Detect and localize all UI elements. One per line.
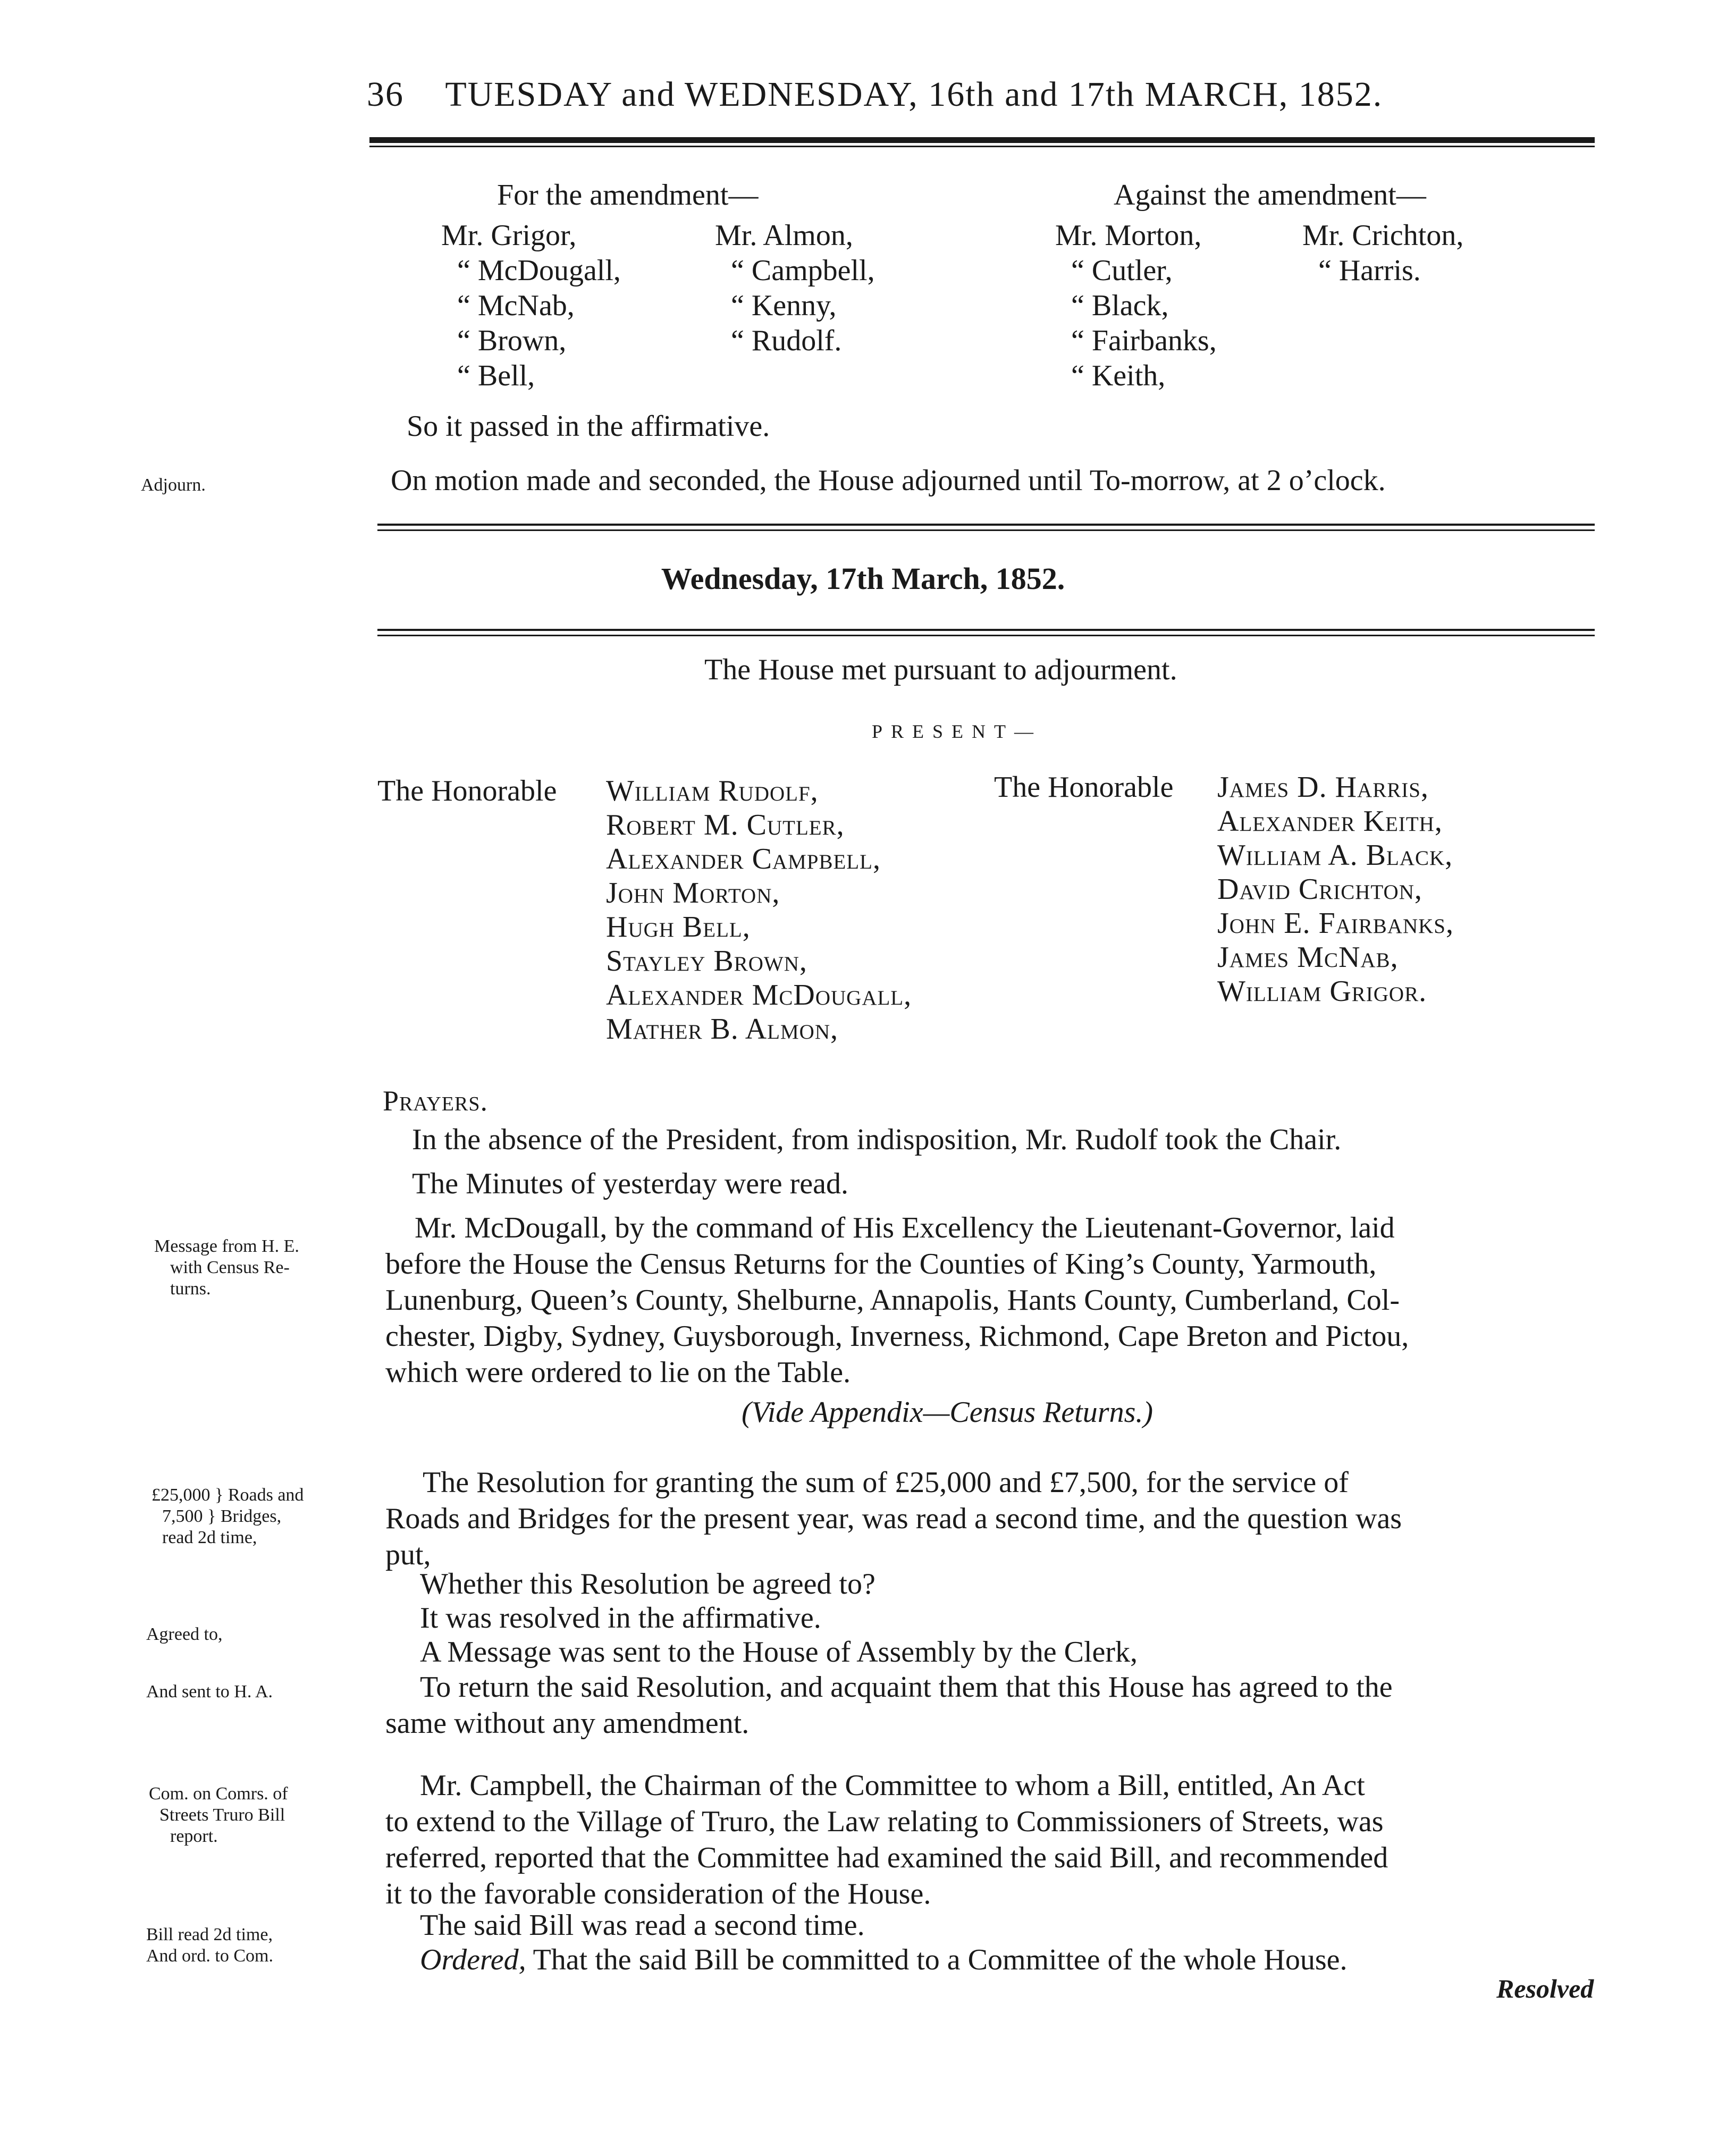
section-rule [377,524,1595,526]
member-name: James McNab, [1217,941,1399,974]
ordered-word: Ordered, [420,1943,526,1976]
margin-note-sent: And sent to H. A. [146,1682,273,1702]
member-name: William A. Black, [1217,839,1453,872]
member-name: William Grigor. [1217,975,1427,1008]
question-text: Whether this Resolution be agreed to? [420,1568,875,1601]
day-heading: Wednesday, 17th March, 1852. [661,561,1065,596]
member-name: Hugh Bell, [606,911,751,944]
member-name: William Rudolf, [606,774,819,807]
for-column-2 [715,218,875,358]
ordered-rest: That the said Bill be committed to a Committee of the whole House. [526,1943,1348,1976]
vote-name: “ Bell, [457,359,535,392]
margin-note-truro: Com. on Comrs. of Streets Truro Bill report. [149,1784,288,1846]
census-paragraph: Mr. McDougall, by the command of His Excellency the Lieutenant-Governor, laid before the House the Census Returns for the Counties of King’s County, Yarmouth, Lunenburg, Queen’s County, Shelburne, Annapolis, Hants County, Cumberland, Col- chester, Digby, Sydney, Guysborough, Inverness, Richmond, Cape Breton and Pictou, which were ordered to lie on the Table. [385,1211,1409,1389]
prayers-heading: Prayers. [383,1085,488,1117]
vote-name: Mr. Crichton, [1302,219,1464,252]
vote-name: “ Cutler, [1071,254,1173,287]
member-name: Alexander Keith, [1217,805,1443,838]
vote-name: “ McNab, [457,289,575,322]
vote-name: Mr. Grigor, [441,219,577,252]
margin-note-roads: £25,000 } Roads and 7,500 } Bridges, read 2d time, [151,1485,304,1547]
margin-note-adjourn: Adjourn. [141,475,206,495]
catchword: Resolved [1496,1974,1594,2003]
roads-paragraph: The Resolution for granting the sum of £25,000 and £7,500, for the service of Roads and Bridges for the present year, was read a second time, and the question was put, [385,1466,1402,1571]
truro-paragraph: Mr. Campbell, the Chairman of the Committee to whom a Bill, entitled, An Act to extend to the Village of Truro, the Law relating to Commissioners of Streets, was referred, reported that the Committee had examined the said Bill, and recommended it to the favorable consideration of the House. [385,1769,1388,1910]
vote-name: “ Campbell, [731,254,875,287]
vote-name: “ Rudolf. [731,324,842,357]
member-name: Alexander Campbell, [606,843,881,875]
message-text: A Message was sent to the House of Assembly by the Clerk, [420,1636,1138,1669]
division-result: So it passed in the affirmative. [407,410,770,443]
vote-name: Mr. Morton, [1055,219,1202,252]
section-rule [377,629,1595,631]
vote-name: Mr. Almon, [715,219,853,252]
present-label: PRESENT— [872,721,1042,742]
margin-note-census: Message from H. E. with Census Re- turns. [154,1236,299,1299]
minutes-text: The Minutes of yesterday were read. [412,1167,848,1200]
page-header [367,74,1383,115]
section-rule [377,635,1595,636]
vote-name: “ Fairbanks, [1071,324,1217,357]
vote-name: “ Brown, [457,324,567,357]
for-column-1 [441,218,621,393]
member-name: Robert M. Cutler, [606,809,845,841]
against-heading: Against the amendment— [1114,179,1426,212]
margin-note-bill: Bill read 2d time, And ord. to Com. [146,1925,273,1966]
member-name: David Crichton, [1217,873,1422,906]
bill-read-text: The said Bill was read a second time. [420,1909,865,1942]
member-name: John E. Fairbanks, [1217,907,1454,940]
present-left-list [606,774,912,1046]
margin-note-agreed: Agreed to, [146,1624,223,1644]
member-name: Stayley Brown, [606,945,807,978]
return-paragraph: To return the said Resolution, and acquaint them that this House has agreed to the same without any amendment. [385,1671,1393,1740]
page-number: 36 [367,75,404,114]
adjourn-text: On motion made and seconded, the House adjourned until To-morrow, at 2 o’clock. [391,464,1386,497]
member-name: John Morton, [606,877,780,909]
page-title: TUESDAY and WEDNESDAY, 16th and 17th MARCH, 1852. [445,75,1383,114]
present-right-list [1217,770,1454,1008]
honorable-label-right: The Honorable [994,771,1174,804]
section-rule [377,529,1595,531]
honorable-label-left: The Honorable [377,774,557,807]
vote-name: “ Keith, [1071,359,1166,392]
header-rule-thin [369,146,1595,147]
header-rule-thick [369,137,1595,143]
ordered-text [420,1943,1348,1977]
against-column-2 [1302,218,1463,288]
vote-name: “ Kenny, [731,289,837,322]
member-name: Alexander McDougall, [606,979,912,1012]
resolved-text: It was resolved in the affirmative. [420,1602,821,1635]
vote-name: “ McDougall, [457,254,621,287]
house-met: The House met pursuant to adjourment. [704,653,1177,686]
for-heading: For the amendment— [497,179,759,212]
vote-name: “ Black, [1071,289,1169,322]
against-column-1 [1055,218,1217,393]
member-name: Mather B. Almon, [606,1013,838,1046]
absence-text: In the absence of the President, from indisposition, Mr. Rudolf took the Chair. [412,1123,1342,1156]
member-name: James D. Harris, [1217,771,1429,804]
vide-appendix: (Vide Appendix—Census Returns.) [742,1396,1154,1429]
vote-name: “ Harris. [1318,254,1421,287]
